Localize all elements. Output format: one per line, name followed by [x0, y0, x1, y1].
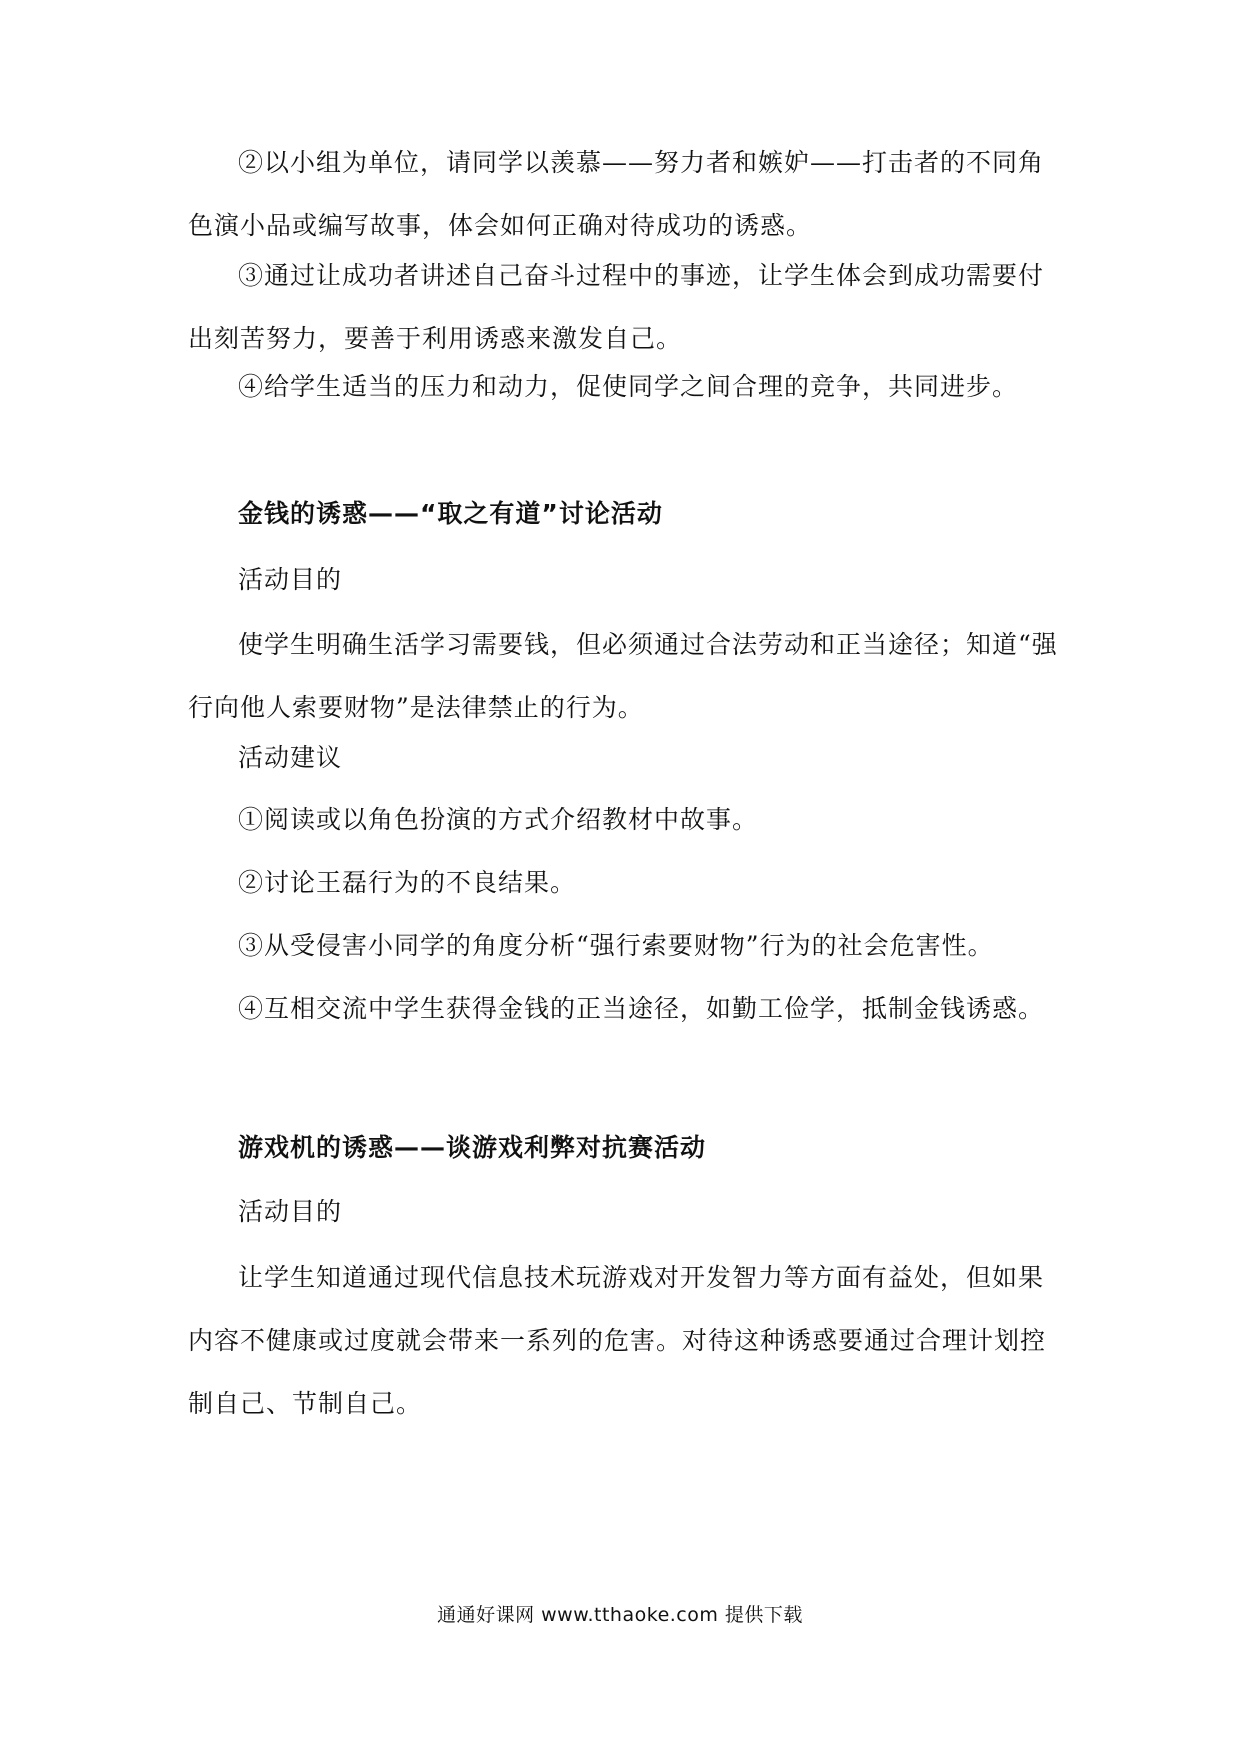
section3-purpose-text: 让学生知道通过现代信息技术玩游戏对开发智力等方面有益处，但如果内容不健康或过度就会带来一系列的危害。对待这种诱惑要通过合理计划控制自己、节制自己。 — [188, 1263, 1047, 1418]
section2-suggestion-label: 活动建议 — [238, 743, 343, 772]
section1-item-3: ③通过让成功者讲述自己奋斗过程中的事迹，让学生体会到成功需要付出刻苦努力，要善于利用诱惑来激发自己。 — [188, 261, 1045, 353]
section1-item-4: ④给学生适当的压力和动力，促使同学之间合理的竞争，共同进步。 — [238, 372, 1019, 401]
section2-item-2: ②讨论王磊行为的不良结果。 — [238, 868, 577, 897]
section2-purpose-label: 活动目的 — [238, 565, 343, 594]
section3-purpose-label: 活动目的 — [238, 1197, 343, 1226]
section2-item-4: ④互相交流中学生获得金钱的正当途径，如勤工俭学，抵制金钱诱惑。 — [238, 994, 1045, 1023]
section1-item-2: ②以小组为单位，请同学以羡慕——努力者和嫉妒——打击者的不同角色演小品或编写故事，体会如何正确对待成功的诱惑。 — [188, 148, 1045, 240]
section3-heading: 游戏机的诱惑——谈游戏利弊对抗赛活动 — [238, 1133, 707, 1162]
section2-heading: 金钱的诱惑——“取之有道”讨论活动 — [238, 499, 663, 528]
section2-purpose-text: 使学生明确生活学习需要钱，但必须通过合法劳动和正当途径；知道“强行向他人索要财物”是法律禁止的行为。 — [188, 630, 1058, 722]
section2-item-3: ③从受侵害小同学的角度分析“强行索要财物”行为的社会危害性。 — [238, 931, 994, 960]
page-footer: 通通好课网 www.tthaoke.com 提供下载 — [437, 1604, 803, 1626]
section2-item-1: ①阅读或以角色扮演的方式介绍教材中故事。 — [238, 805, 759, 834]
